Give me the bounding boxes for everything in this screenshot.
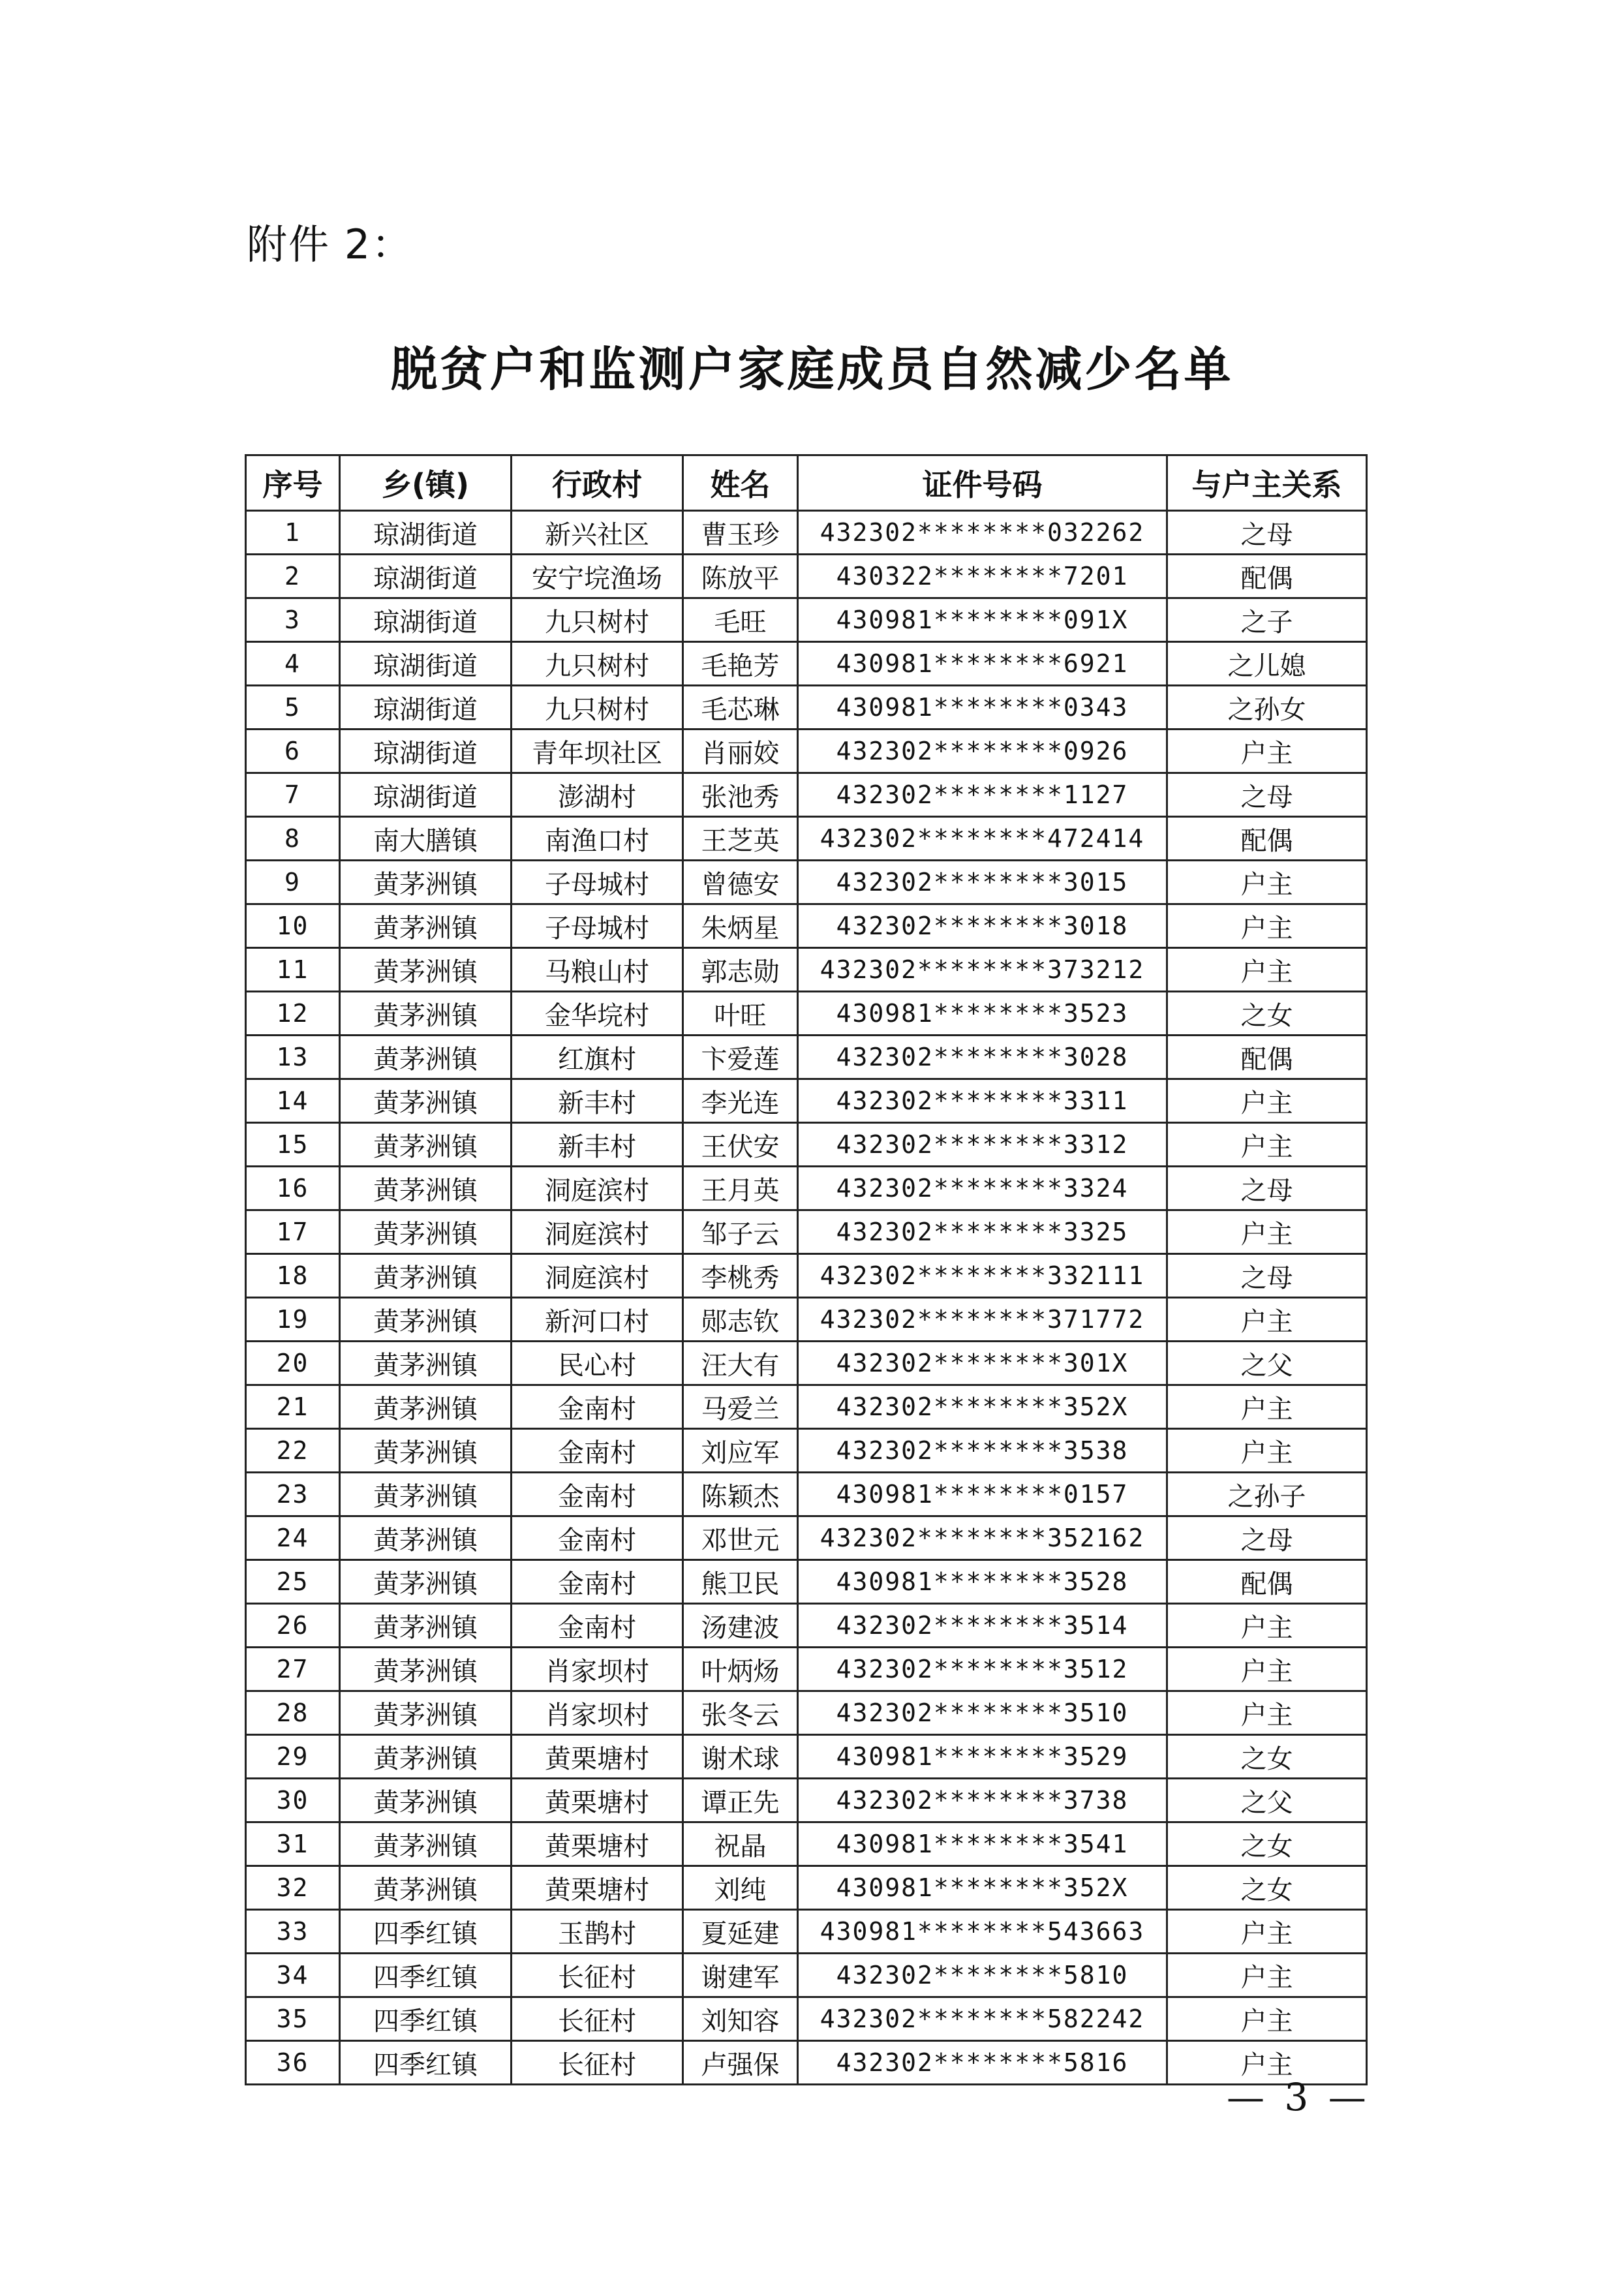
table-row <box>246 1648 1367 1691</box>
cell-relation: 户主 <box>1167 1910 1367 1954</box>
cell-relation: 户主 <box>1167 1385 1367 1429</box>
cell-seq: 18 <box>246 1254 340 1298</box>
cell-id-number: 432302********3514 <box>798 1604 1167 1648</box>
cell-town: 黄茅洲镇 <box>340 1298 512 1342</box>
cell-relation: 之女 <box>1167 1866 1367 1910</box>
cell-village: 子母城村 <box>512 904 683 948</box>
cell-seq: 11 <box>246 948 340 992</box>
cell-town: 黄茅洲镇 <box>340 1036 512 1079</box>
cell-village: 九只树村 <box>512 642 683 686</box>
cell-seq: 4 <box>246 642 340 686</box>
cell-id-number: 432302********472414 <box>798 817 1167 861</box>
header-village: 行政村 <box>512 455 683 511</box>
cell-relation: 户主 <box>1167 1123 1367 1167</box>
cell-id-number: 432302********3015 <box>798 861 1167 904</box>
cell-town: 黄茅洲镇 <box>340 1473 512 1516</box>
cell-seq: 33 <box>246 1910 340 1954</box>
cell-town: 黄茅洲镇 <box>340 1254 512 1298</box>
cell-relation: 配偶 <box>1167 1036 1367 1079</box>
cell-seq: 12 <box>246 992 340 1036</box>
cell-name: 王月英 <box>683 1167 798 1210</box>
cell-seq: 6 <box>246 730 340 773</box>
table-row <box>246 1779 1367 1822</box>
cell-village: 新河口村 <box>512 1298 683 1342</box>
cell-village: 金南村 <box>512 1385 683 1429</box>
cell-town: 四季红镇 <box>340 1997 512 2041</box>
cell-relation: 之孙子 <box>1167 1473 1367 1516</box>
cell-town: 黄茅洲镇 <box>340 1822 512 1866</box>
cell-seq: 2 <box>246 555 340 598</box>
cell-town: 四季红镇 <box>340 1954 512 1997</box>
cell-seq: 1 <box>246 511 340 555</box>
cell-id-number: 432302********032262 <box>798 511 1167 555</box>
cell-village: 安宁垸渔场 <box>512 555 683 598</box>
cell-relation: 之母 <box>1167 511 1367 555</box>
cell-relation: 户主 <box>1167 948 1367 992</box>
cell-name: 邓世元 <box>683 1516 798 1560</box>
cell-town: 黄茅洲镇 <box>340 1429 512 1473</box>
cell-seq: 5 <box>246 686 340 730</box>
cell-relation: 户主 <box>1167 1210 1367 1254</box>
cell-relation: 户主 <box>1167 1997 1367 2041</box>
table-row <box>246 817 1367 861</box>
cell-village: 洞庭滨村 <box>512 1210 683 1254</box>
table-row <box>246 1691 1367 1735</box>
cell-relation: 户主 <box>1167 1429 1367 1473</box>
cell-id-number: 432302********582242 <box>798 1997 1167 2041</box>
cell-relation: 之女 <box>1167 1822 1367 1866</box>
cell-name: 王伏安 <box>683 1123 798 1167</box>
cell-relation: 之儿媳 <box>1167 642 1367 686</box>
cell-relation: 配偶 <box>1167 555 1367 598</box>
cell-name: 郭志勋 <box>683 948 798 992</box>
cell-id-number: 432302********352X <box>798 1385 1167 1429</box>
cell-village: 新丰村 <box>512 1123 683 1167</box>
cell-village: 九只树村 <box>512 686 683 730</box>
cell-name: 李光连 <box>683 1079 798 1123</box>
cell-town: 黄茅洲镇 <box>340 1560 512 1604</box>
table-row <box>246 861 1367 904</box>
cell-id-number: 430981********352X <box>798 1866 1167 1910</box>
cell-relation: 配偶 <box>1167 817 1367 861</box>
cell-id-number: 430981********0343 <box>798 686 1167 730</box>
cell-relation: 户主 <box>1167 730 1367 773</box>
cell-village: 金南村 <box>512 1429 683 1473</box>
cell-id-number: 432302********5816 <box>798 2041 1167 2085</box>
cell-id-number: 432302********3324 <box>798 1167 1167 1210</box>
cell-name: 曹玉珍 <box>683 511 798 555</box>
cell-name: 刘纯 <box>683 1866 798 1910</box>
cell-seq: 25 <box>246 1560 340 1604</box>
cell-name: 祝晶 <box>683 1822 798 1866</box>
cell-name: 刘应军 <box>683 1429 798 1473</box>
table-row <box>246 1342 1367 1385</box>
cell-seq: 7 <box>246 773 340 817</box>
cell-name: 夏延建 <box>683 1910 798 1954</box>
cell-village: 玉鹊村 <box>512 1910 683 1954</box>
cell-name: 曾德安 <box>683 861 798 904</box>
cell-relation: 之父 <box>1167 1342 1367 1385</box>
cell-village: 长征村 <box>512 2041 683 2085</box>
cell-village: 金华垸村 <box>512 992 683 1036</box>
cell-seq: 8 <box>246 817 340 861</box>
cell-name: 马爱兰 <box>683 1385 798 1429</box>
cell-town: 黄茅洲镇 <box>340 1123 512 1167</box>
cell-town: 琼湖街道 <box>340 511 512 555</box>
cell-id-number: 430981********543663 <box>798 1910 1167 1954</box>
cell-name: 张池秀 <box>683 773 798 817</box>
cell-id-number: 430981********3523 <box>798 992 1167 1036</box>
cell-village: 青年坝社区 <box>512 730 683 773</box>
cell-name: 毛艳芳 <box>683 642 798 686</box>
cell-id-number: 432302********332111 <box>798 1254 1167 1298</box>
table-row <box>246 1735 1367 1779</box>
cell-name: 卞爱莲 <box>683 1036 798 1079</box>
cell-relation: 户主 <box>1167 1079 1367 1123</box>
cell-town: 南大膳镇 <box>340 817 512 861</box>
cell-village: 黄栗塘村 <box>512 1822 683 1866</box>
cell-name: 王芝英 <box>683 817 798 861</box>
cell-relation: 户主 <box>1167 1298 1367 1342</box>
cell-town: 四季红镇 <box>340 2041 512 2085</box>
table-row <box>246 1822 1367 1866</box>
cell-village: 金南村 <box>512 1560 683 1604</box>
cell-id-number: 430981********3528 <box>798 1560 1167 1604</box>
cell-name: 陈颖杰 <box>683 1473 798 1516</box>
cell-relation: 之父 <box>1167 1779 1367 1822</box>
cell-town: 黄茅洲镇 <box>340 948 512 992</box>
cell-id-number: 432302********3538 <box>798 1429 1167 1473</box>
cell-relation: 之母 <box>1167 1167 1367 1210</box>
table-row <box>246 1604 1367 1648</box>
cell-town: 黄茅洲镇 <box>340 861 512 904</box>
cell-name: 叶旺 <box>683 992 798 1036</box>
cell-name: 陈放平 <box>683 555 798 598</box>
cell-town: 黄茅洲镇 <box>340 904 512 948</box>
page-title: 脱贫户和监测户家庭成员自然减少名单 <box>390 341 1234 397</box>
table-row <box>246 686 1367 730</box>
cell-village: 洞庭滨村 <box>512 1254 683 1298</box>
cell-id-number: 432302********3738 <box>798 1779 1167 1822</box>
cell-seq: 31 <box>246 1822 340 1866</box>
table-row <box>246 1167 1367 1210</box>
cell-seq: 34 <box>246 1954 340 1997</box>
table-row <box>246 948 1367 992</box>
table-row <box>246 1254 1367 1298</box>
cell-id-number: 432302********3018 <box>798 904 1167 948</box>
cell-seq: 29 <box>246 1735 340 1779</box>
cell-seq: 15 <box>246 1123 340 1167</box>
cell-village: 九只树村 <box>512 598 683 642</box>
cell-relation: 户主 <box>1167 904 1367 948</box>
table-header-row <box>246 455 1367 511</box>
cell-relation: 户主 <box>1167 861 1367 904</box>
cell-seq: 20 <box>246 1342 340 1385</box>
cell-relation: 户主 <box>1167 1648 1367 1691</box>
cell-town: 黄茅洲镇 <box>340 1385 512 1429</box>
cell-relation: 户主 <box>1167 1691 1367 1735</box>
cell-town: 琼湖街道 <box>340 642 512 686</box>
table-row <box>246 1036 1367 1079</box>
table-row <box>246 1866 1367 1910</box>
cell-village: 黄栗塘村 <box>512 1866 683 1910</box>
cell-id-number: 432302********5810 <box>798 1954 1167 1997</box>
cell-town: 黄茅洲镇 <box>340 1342 512 1385</box>
table-row <box>246 1385 1367 1429</box>
cell-id-number: 432302********371772 <box>798 1298 1167 1342</box>
cell-relation: 户主 <box>1167 1954 1367 1997</box>
cell-name: 郧志钦 <box>683 1298 798 1342</box>
header-town: 乡(镇) <box>340 455 512 511</box>
cell-relation: 之母 <box>1167 773 1367 817</box>
attachment-label: 附件 2： <box>247 221 414 268</box>
cell-name: 谢建军 <box>683 1954 798 1997</box>
cell-id-number: 430981********3541 <box>798 1822 1167 1866</box>
cell-village: 金南村 <box>512 1473 683 1516</box>
cell-village: 新兴社区 <box>512 511 683 555</box>
table-row <box>246 511 1367 555</box>
table-row <box>246 642 1367 686</box>
table-row <box>246 598 1367 642</box>
cell-seq: 32 <box>246 1866 340 1910</box>
cell-seq: 16 <box>246 1167 340 1210</box>
cell-name: 毛芯琳 <box>683 686 798 730</box>
cell-name: 熊卫民 <box>683 1560 798 1604</box>
cell-id-number: 430981********6921 <box>798 642 1167 686</box>
cell-village: 长征村 <box>512 1954 683 1997</box>
table-row <box>246 1210 1367 1254</box>
table-row <box>246 555 1367 598</box>
cell-seq: 9 <box>246 861 340 904</box>
cell-name: 肖丽姣 <box>683 730 798 773</box>
table-row <box>246 1473 1367 1516</box>
cell-village: 洞庭滨村 <box>512 1167 683 1210</box>
cell-id-number: 432302********3510 <box>798 1691 1167 1735</box>
member-reduction-table <box>245 454 1368 2085</box>
table-row <box>246 1516 1367 1560</box>
cell-town: 黄茅洲镇 <box>340 1648 512 1691</box>
cell-id-number: 432302********3312 <box>798 1123 1167 1167</box>
cell-name: 邹子云 <box>683 1210 798 1254</box>
cell-name: 谢术球 <box>683 1735 798 1779</box>
cell-village: 肖家坝村 <box>512 1648 683 1691</box>
cell-village: 马粮山村 <box>512 948 683 992</box>
cell-village: 新丰村 <box>512 1079 683 1123</box>
cell-seq: 24 <box>246 1516 340 1560</box>
cell-seq: 26 <box>246 1604 340 1648</box>
cell-relation: 之母 <box>1167 1254 1367 1298</box>
cell-town: 黄茅洲镇 <box>340 1210 512 1254</box>
cell-relation: 户主 <box>1167 1604 1367 1648</box>
cell-village: 子母城村 <box>512 861 683 904</box>
cell-relation: 之女 <box>1167 992 1367 1036</box>
cell-seq: 13 <box>246 1036 340 1079</box>
table-row <box>246 1298 1367 1342</box>
cell-relation: 之母 <box>1167 1516 1367 1560</box>
cell-id-number: 432302********301X <box>798 1342 1167 1385</box>
cell-seq: 14 <box>246 1079 340 1123</box>
header-name: 姓名 <box>683 455 798 511</box>
cell-town: 黄茅洲镇 <box>340 1079 512 1123</box>
cell-town: 黄茅洲镇 <box>340 1516 512 1560</box>
cell-relation: 户主 <box>1167 2041 1367 2085</box>
cell-village: 长征村 <box>512 1997 683 2041</box>
cell-name: 卢强保 <box>683 2041 798 2085</box>
cell-seq: 28 <box>246 1691 340 1735</box>
cell-id-number: 430322********7201 <box>798 555 1167 598</box>
cell-town: 黄茅洲镇 <box>340 1735 512 1779</box>
cell-town: 黄茅洲镇 <box>340 1779 512 1822</box>
cell-town: 琼湖街道 <box>340 598 512 642</box>
cell-seq: 36 <box>246 2041 340 2085</box>
cell-id-number: 432302********352162 <box>798 1516 1167 1560</box>
cell-seq: 10 <box>246 904 340 948</box>
cell-town: 四季红镇 <box>340 1910 512 1954</box>
cell-seq: 21 <box>246 1385 340 1429</box>
cell-id-number: 432302********3325 <box>798 1210 1167 1254</box>
cell-name: 汪大有 <box>683 1342 798 1385</box>
cell-seq: 23 <box>246 1473 340 1516</box>
cell-name: 毛旺 <box>683 598 798 642</box>
page-number: — 3 — <box>1227 2075 1370 2119</box>
cell-name: 朱炳星 <box>683 904 798 948</box>
cell-id-number: 430981********0157 <box>798 1473 1167 1516</box>
table-row <box>246 1079 1367 1123</box>
table-row <box>246 1429 1367 1473</box>
header-id-number: 证件号码 <box>798 455 1167 511</box>
cell-village: 红旗村 <box>512 1036 683 1079</box>
cell-seq: 19 <box>246 1298 340 1342</box>
cell-name: 张冬云 <box>683 1691 798 1735</box>
table-row <box>246 2041 1367 2085</box>
cell-village: 金南村 <box>512 1604 683 1648</box>
cell-id-number: 430981********091X <box>798 598 1167 642</box>
cell-name: 叶炳炀 <box>683 1648 798 1691</box>
cell-seq: 27 <box>246 1648 340 1691</box>
cell-village: 肖家坝村 <box>512 1691 683 1735</box>
cell-id-number: 432302********1127 <box>798 773 1167 817</box>
table-row <box>246 1123 1367 1167</box>
cell-relation: 之孙女 <box>1167 686 1367 730</box>
cell-town: 琼湖街道 <box>340 730 512 773</box>
cell-village: 南渔口村 <box>512 817 683 861</box>
cell-village: 澎湖村 <box>512 773 683 817</box>
cell-name: 汤建波 <box>683 1604 798 1648</box>
cell-relation: 配偶 <box>1167 1560 1367 1604</box>
cell-id-number: 432302********3512 <box>798 1648 1167 1691</box>
cell-seq: 22 <box>246 1429 340 1473</box>
cell-village: 民心村 <box>512 1342 683 1385</box>
header-seq: 序号 <box>246 455 340 511</box>
cell-village: 金南村 <box>512 1516 683 1560</box>
cell-town: 琼湖街道 <box>340 555 512 598</box>
cell-id-number: 432302********3028 <box>798 1036 1167 1079</box>
table-row <box>246 1910 1367 1954</box>
cell-name: 谭正先 <box>683 1779 798 1822</box>
header-relation: 与户主关系 <box>1167 455 1367 511</box>
cell-seq: 35 <box>246 1997 340 2041</box>
cell-town: 黄茅洲镇 <box>340 1167 512 1210</box>
cell-town: 黄茅洲镇 <box>340 1866 512 1910</box>
cell-seq: 30 <box>246 1779 340 1822</box>
table-row <box>246 1997 1367 2041</box>
cell-name: 李桃秀 <box>683 1254 798 1298</box>
cell-village: 黄栗塘村 <box>512 1779 683 1822</box>
cell-id-number: 432302********373212 <box>798 948 1167 992</box>
cell-id-number: 430981********3529 <box>798 1735 1167 1779</box>
cell-seq: 17 <box>246 1210 340 1254</box>
table-row <box>246 904 1367 948</box>
table-row <box>246 992 1367 1036</box>
cell-seq: 3 <box>246 598 340 642</box>
cell-town: 黄茅洲镇 <box>340 992 512 1036</box>
table-body <box>246 511 1367 2085</box>
cell-id-number: 432302********3311 <box>798 1079 1167 1123</box>
cell-name: 刘知容 <box>683 1997 798 2041</box>
cell-town: 琼湖街道 <box>340 686 512 730</box>
table-row <box>246 730 1367 773</box>
table-row <box>246 773 1367 817</box>
cell-town: 黄茅洲镇 <box>340 1604 512 1648</box>
cell-village: 黄栗塘村 <box>512 1735 683 1779</box>
cell-id-number: 432302********0926 <box>798 730 1167 773</box>
cell-relation: 之女 <box>1167 1735 1367 1779</box>
table-row <box>246 1954 1367 1997</box>
table-row <box>246 1560 1367 1604</box>
cell-town: 琼湖街道 <box>340 773 512 817</box>
cell-town: 黄茅洲镇 <box>340 1691 512 1735</box>
cell-relation: 之子 <box>1167 598 1367 642</box>
